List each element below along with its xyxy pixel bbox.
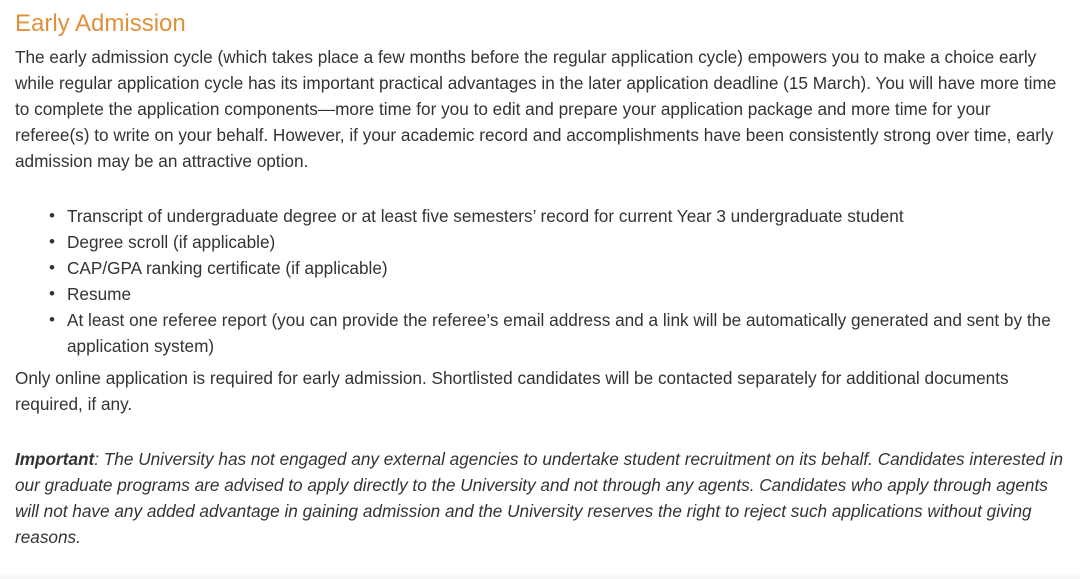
list-item [49, 229, 1067, 255]
bottom-divider [0, 573, 1080, 579]
list-item-text: Transcript of undergraduate degree or at least five semesters’ record for current Year 3 undergraduate student [67, 206, 904, 226]
intro-paragraph: The early admission cycle (which takes place a few months before the regular application cycle) empowers you to make a choice early while regular application cycle has its important practical advantages in the later application deadline (15 March). You will have more time to complete the application components—more time for you to edit and prepare your application package and more time for your referee(s) to write on your behalf. However, if your academic record and accomplishments have been consistently strong over time, early admission may be an attractive option. [15, 47, 1057, 171]
list-item-text: Degree scroll (if applicable) [67, 232, 276, 252]
important-label: Important [15, 449, 95, 469]
list-item [49, 203, 1067, 229]
early-admission-section [15, 8, 1067, 550]
bullet-icon: • [49, 284, 55, 303]
list-item [49, 255, 1067, 281]
list-item-text: Resume [67, 284, 131, 304]
list-item-text: At least one referee report (you can provide the referee’s email address and a link will be automatically generated and sent by the application system) [67, 310, 1051, 356]
online-application-note: Only online application is required for early admission. Shortlisted candidates will be contacted separately for additional documents required, if any. [15, 368, 1009, 414]
requirements-list [15, 203, 1067, 359]
section-heading: Early Admission [15, 10, 186, 37]
list-item [49, 307, 1067, 359]
bullet-icon: • [49, 310, 55, 329]
list-item [49, 281, 1067, 307]
important-text: : The University has not engaged any external agencies to undertake student recruitment on its behalf. Candidates interested in our graduate programs are advised to apply directly to the University and not through any agents. Candidates who apply through agents will not have any added advantage in gaining admission and the University reserves the right to reject such applications without giving reasons. [15, 449, 1064, 547]
bullet-icon: • [49, 258, 55, 277]
list-item-text: CAP/GPA ranking certificate (if applicable) [67, 258, 388, 278]
bullet-icon: • [49, 206, 55, 225]
important-notice [15, 446, 1067, 550]
bullet-icon: • [49, 232, 55, 251]
